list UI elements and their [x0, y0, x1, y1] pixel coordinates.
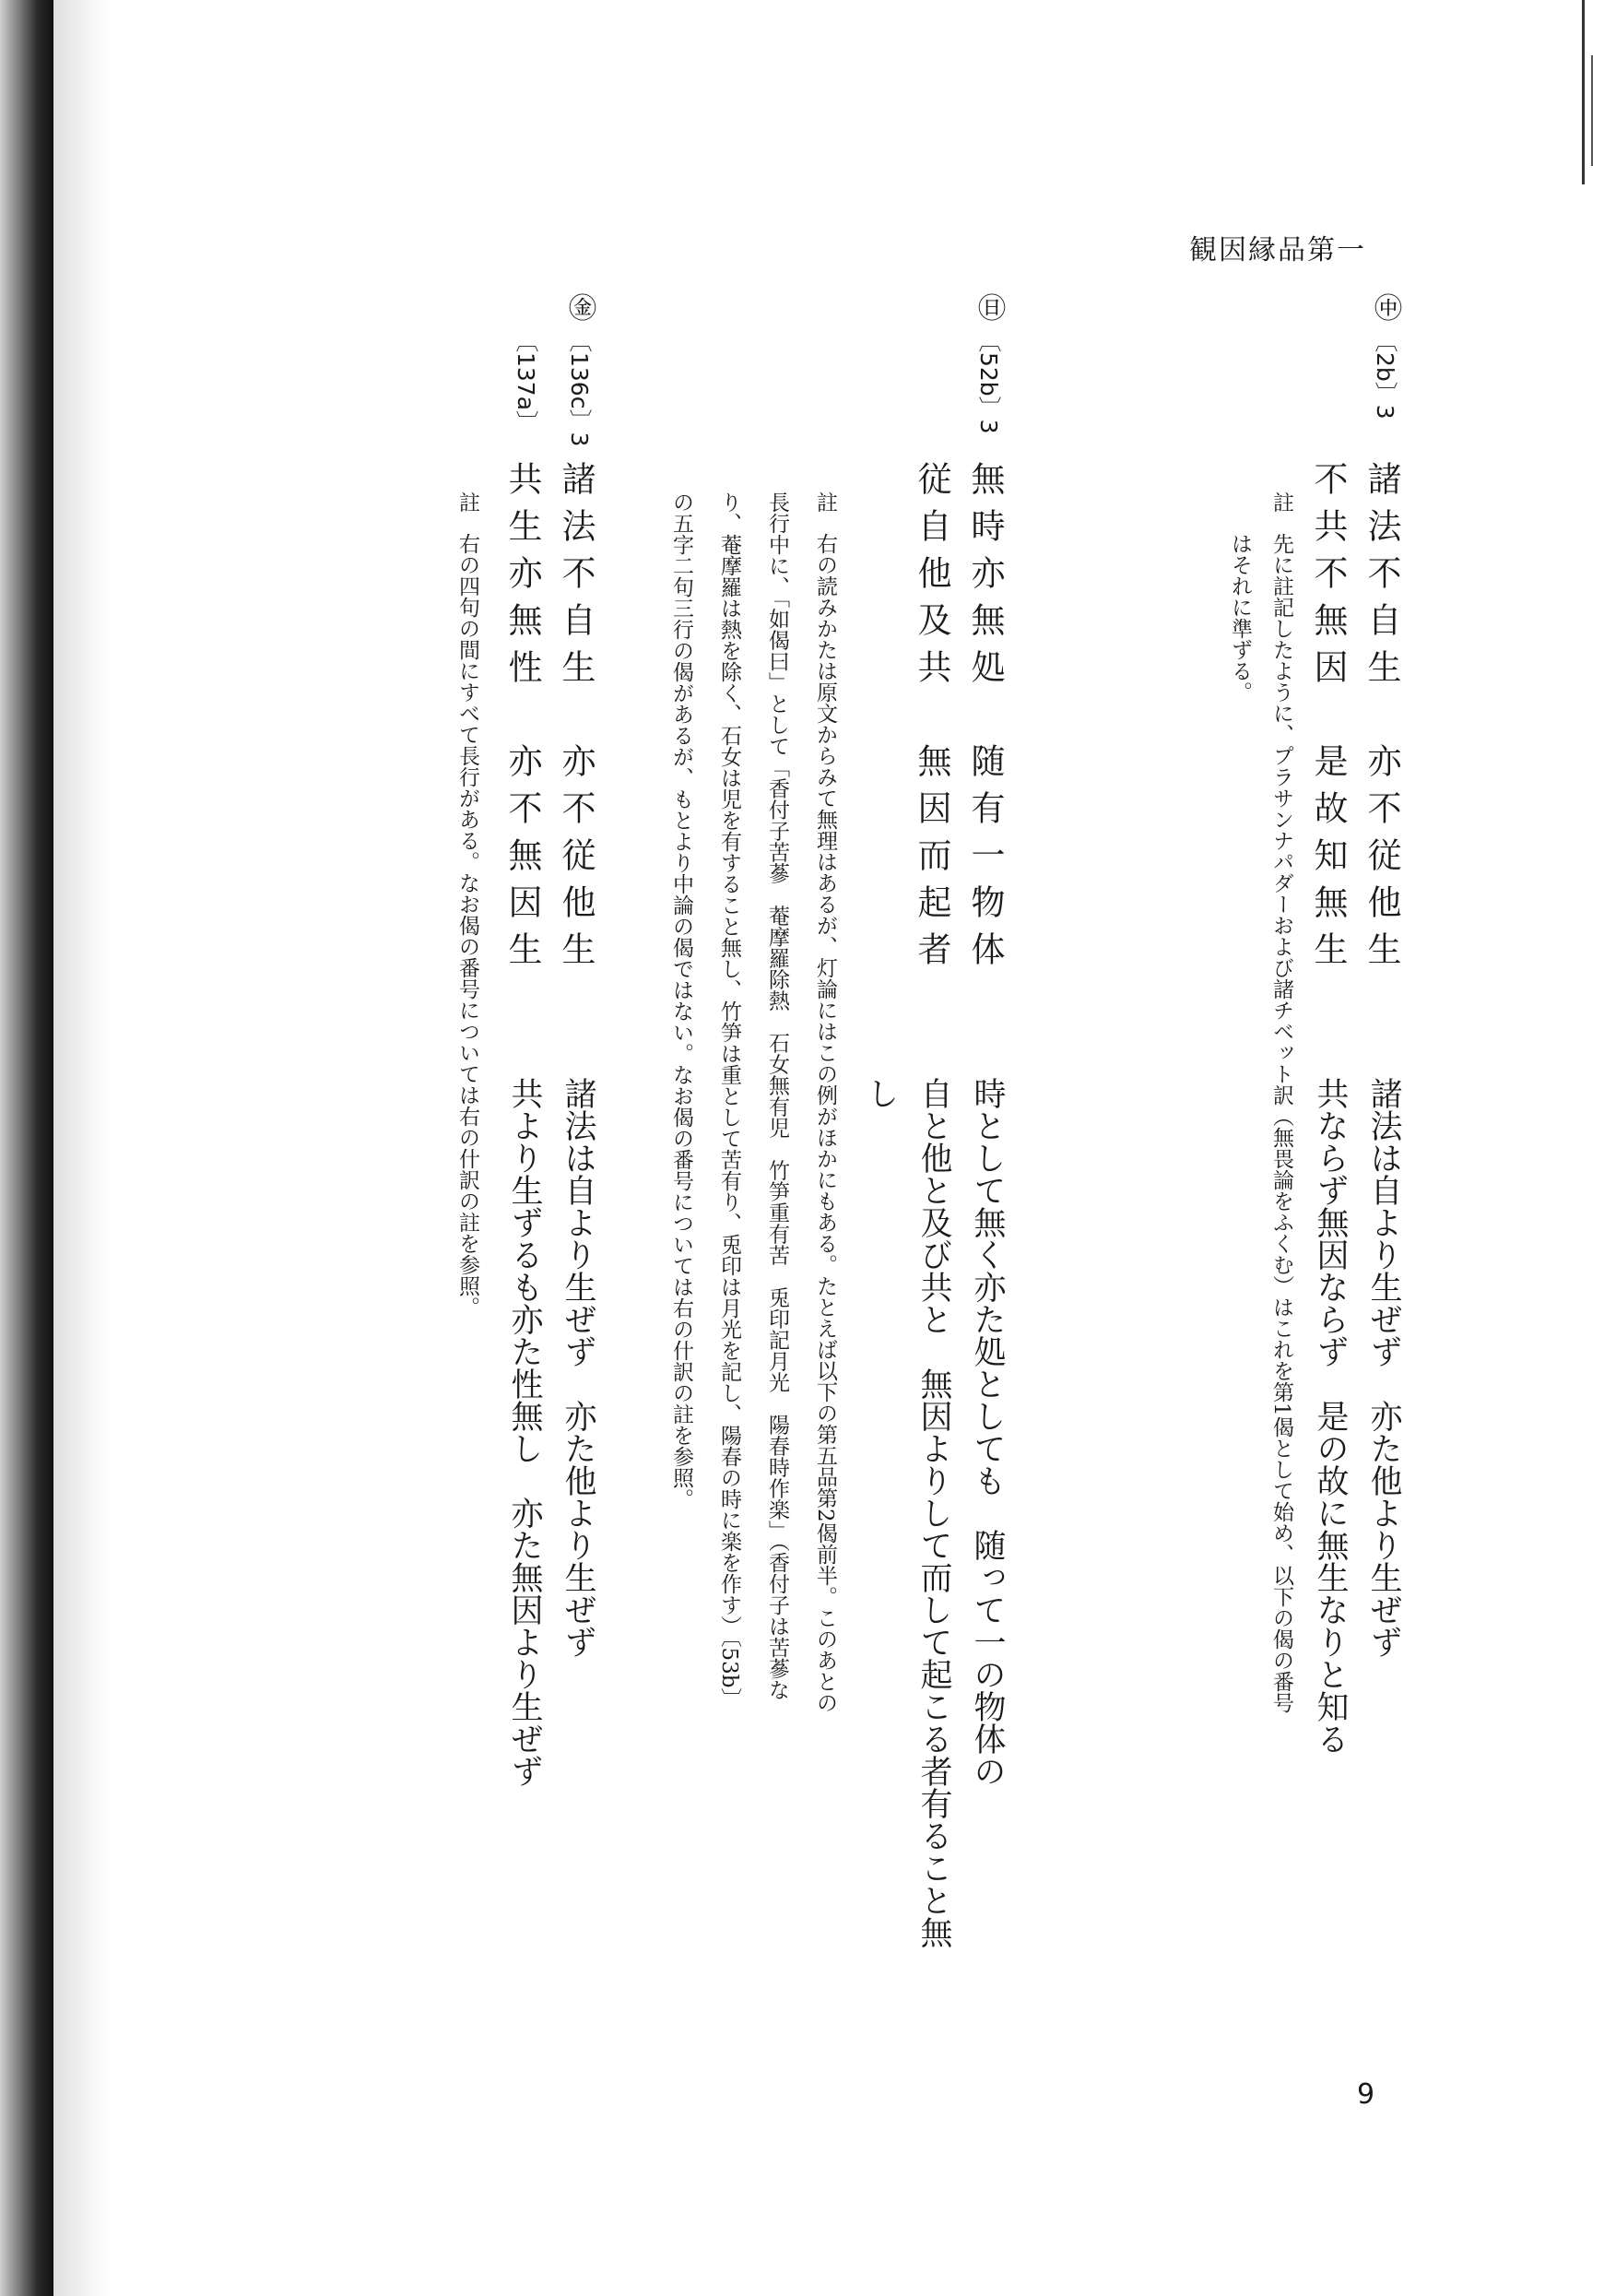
note-label: 註 [455, 491, 479, 513]
translation-line: 時として無く亦た処としても 随って一の物体の [969, 1077, 1006, 1787]
section-mark: ㊐ [973, 293, 1005, 321]
verse-line: 諸法不自生 亦不従他生 [556, 461, 596, 978]
running-head: 観因縁品第一 [1189, 234, 1366, 266]
verse-line: 無時亦無処 随有一物体 [965, 461, 1005, 978]
note-line: 先に註記したように、プラサンナパダーおよび諸チベット訳（無畏論をふくむ）はこれを第1偈として始め、以下の偈の番号 [1269, 533, 1293, 1713]
translation-line: 諸法は自より生ぜず 亦た他より生ぜず [560, 1077, 596, 1658]
note-label: 註 [1269, 491, 1293, 513]
verse-line: 諸法不自生 亦不従他生 [1362, 461, 1401, 978]
edge-mark [1591, 55, 1593, 166]
section-mark: ㊥ [1369, 293, 1401, 321]
translation-line: 自と他と及び共と 無因よりして而して起こる者有ること無 [915, 1077, 952, 1948]
book-spine-shadow [0, 0, 53, 2296]
section-ref: 〔2b〕3 [1372, 329, 1398, 420]
translation-line: 諸法は自より生ぜず 亦た他より生ぜず [1365, 1077, 1402, 1658]
note-line: 長行中に、「如偈曰」として「香付子苦蔘 菴摩羅除熱 石女無有児 竹笋重有苦 兎印記月光 陽春時作楽」（香付子は苦蔘な [765, 491, 789, 1700]
note-line: はそれに準ずる。 [1228, 533, 1252, 703]
translation-line: 共ならず無因ならず 是の故に無生なりと知る [1312, 1077, 1349, 1755]
edge-mark [1582, 0, 1585, 184]
book-spine-fade [53, 0, 109, 2296]
section-ref: 〔136c〕3 [566, 329, 593, 447]
note-line: の五字二句三行の偈があるが、もとより中論の偈ではない。なお偈の番号については右の什訳の註を参照。 [669, 491, 693, 1509]
section-ref: 〔52b〕3 [975, 329, 1002, 434]
note-line: 右の四句の間にすべて長行がある。なお偈の番号については右の什訳の註を参照。 [455, 533, 479, 1318]
note-line: 右の読みかたは原文からみて無理はあるが、灯論にはこの例がほかにもある。たとえば以下の第五品第2偈前半。このあとの [813, 533, 837, 1713]
verse-line: 従自他及共 無因而起者 [912, 461, 951, 978]
section-ref: 〔137a〕 [513, 329, 539, 434]
note-line: り、菴摩羅は熱を除く、石女は児を有すること無し、竹笋は重として苦有り、兎印は月光を記し、陽春の時に楽を作す）〔53b〕 [717, 491, 741, 1710]
translation-line: 共より生ずるも亦た性無し 亦た無因より生ぜず [506, 1077, 543, 1787]
verse-line: 共生亦無性 亦不無因生 [502, 461, 542, 978]
note-label: 註 [813, 491, 837, 513]
section-mark: ㊎ [563, 293, 596, 321]
verse-line: 不共不無因 是故知無生 [1308, 461, 1348, 978]
translation-line: し [862, 1077, 899, 1109]
page-number: 9 [1357, 2078, 1375, 2111]
